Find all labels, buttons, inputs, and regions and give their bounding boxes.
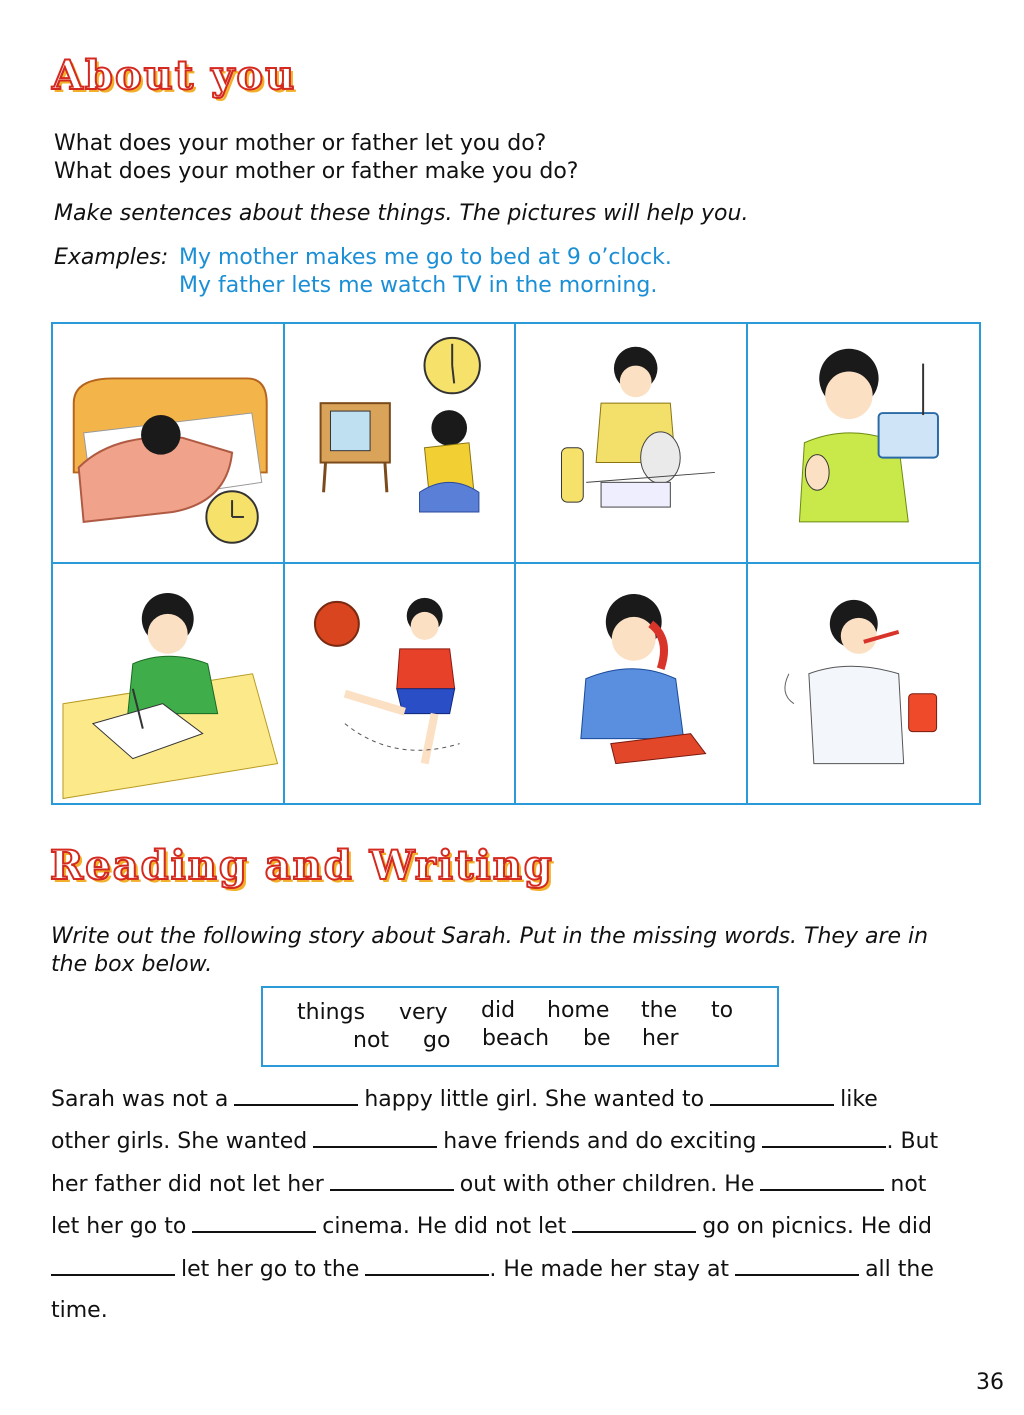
word-her: her bbox=[642, 1026, 679, 1051]
blank-10[interactable] bbox=[365, 1256, 489, 1276]
blank-2[interactable] bbox=[710, 1086, 834, 1106]
blank-9[interactable] bbox=[51, 1256, 175, 1276]
story-text: like bbox=[840, 1087, 878, 1112]
word-box bbox=[261, 986, 779, 1067]
page-number: 36 bbox=[976, 1370, 1004, 1395]
word-not: not bbox=[353, 1028, 390, 1053]
word-things: things bbox=[297, 1000, 366, 1025]
story-text: Sarah was not a bbox=[51, 1087, 229, 1112]
story-line-1 bbox=[51, 1086, 878, 1112]
picture-bedtime bbox=[53, 324, 285, 564]
blank-11[interactable] bbox=[735, 1256, 859, 1276]
word-the: the bbox=[641, 998, 678, 1023]
picture-washing-dishes bbox=[516, 324, 748, 564]
question-make: What does your mother or father make you do? bbox=[54, 159, 579, 184]
word-did: did bbox=[481, 998, 516, 1023]
blank-7[interactable] bbox=[192, 1213, 316, 1233]
blank-5[interactable] bbox=[330, 1171, 454, 1191]
story-line-4 bbox=[51, 1213, 932, 1239]
picture-grid bbox=[51, 322, 981, 805]
story-text: cinema. He did not let bbox=[322, 1214, 567, 1239]
reading-writing-heading: Reading and Writing bbox=[50, 842, 554, 889]
word-home: home bbox=[547, 998, 610, 1023]
word-to: to bbox=[711, 998, 734, 1023]
blank-8[interactable] bbox=[572, 1213, 696, 1233]
story-line-6: time. bbox=[51, 1298, 108, 1323]
story-text: . But bbox=[886, 1129, 939, 1154]
picture-using-telephone bbox=[516, 564, 748, 804]
picture-playing-football bbox=[285, 564, 517, 804]
picture-brushing-teeth bbox=[748, 564, 980, 804]
blank-1[interactable] bbox=[234, 1086, 358, 1106]
story-text: let her go to the bbox=[181, 1257, 360, 1282]
story-text: her father did not let her bbox=[51, 1172, 324, 1197]
word-very: very bbox=[399, 1000, 448, 1025]
story-text: let her go to bbox=[51, 1214, 187, 1239]
story-text: have friends and do exciting bbox=[443, 1129, 757, 1154]
story-text: out with other children. He bbox=[459, 1172, 755, 1197]
example-2: My father lets me watch TV in the morning. bbox=[179, 273, 658, 298]
examples-label: Examples: bbox=[54, 245, 169, 270]
story-text: . He made her stay at bbox=[489, 1257, 730, 1282]
picture-listening-radio bbox=[748, 324, 980, 564]
picture-watching-tv bbox=[285, 324, 517, 564]
word-beach: beach bbox=[482, 1026, 550, 1051]
picture-doing-homework bbox=[53, 564, 285, 804]
story-text: other girls. She wanted bbox=[51, 1129, 308, 1154]
story-line-3 bbox=[51, 1171, 926, 1197]
story-text: happy little girl. She wanted to bbox=[364, 1087, 705, 1112]
question-let: What does your mother or father let you do? bbox=[54, 131, 547, 156]
word-go: go bbox=[423, 1028, 451, 1053]
reading-instruction-line1: Write out the following story about Sarah. Put in the missing words. They are in bbox=[51, 924, 929, 949]
story-text: not bbox=[890, 1172, 927, 1197]
story-text: go on picnics. He did bbox=[702, 1214, 932, 1239]
blank-6[interactable] bbox=[760, 1171, 884, 1191]
story-line-5 bbox=[51, 1256, 934, 1282]
blank-4[interactable] bbox=[762, 1128, 886, 1148]
story-line-2 bbox=[51, 1128, 938, 1154]
blank-3[interactable] bbox=[313, 1128, 437, 1148]
word-be: be bbox=[583, 1026, 611, 1051]
reading-instruction-line2: the box below. bbox=[51, 952, 213, 977]
about-instruction: Make sentences about these things. The pictures will help you. bbox=[54, 201, 749, 226]
example-1: My mother makes me go to bed at 9 o’clock. bbox=[179, 245, 672, 270]
story-text: all the bbox=[865, 1257, 934, 1282]
about-you-heading: About you bbox=[52, 52, 297, 99]
